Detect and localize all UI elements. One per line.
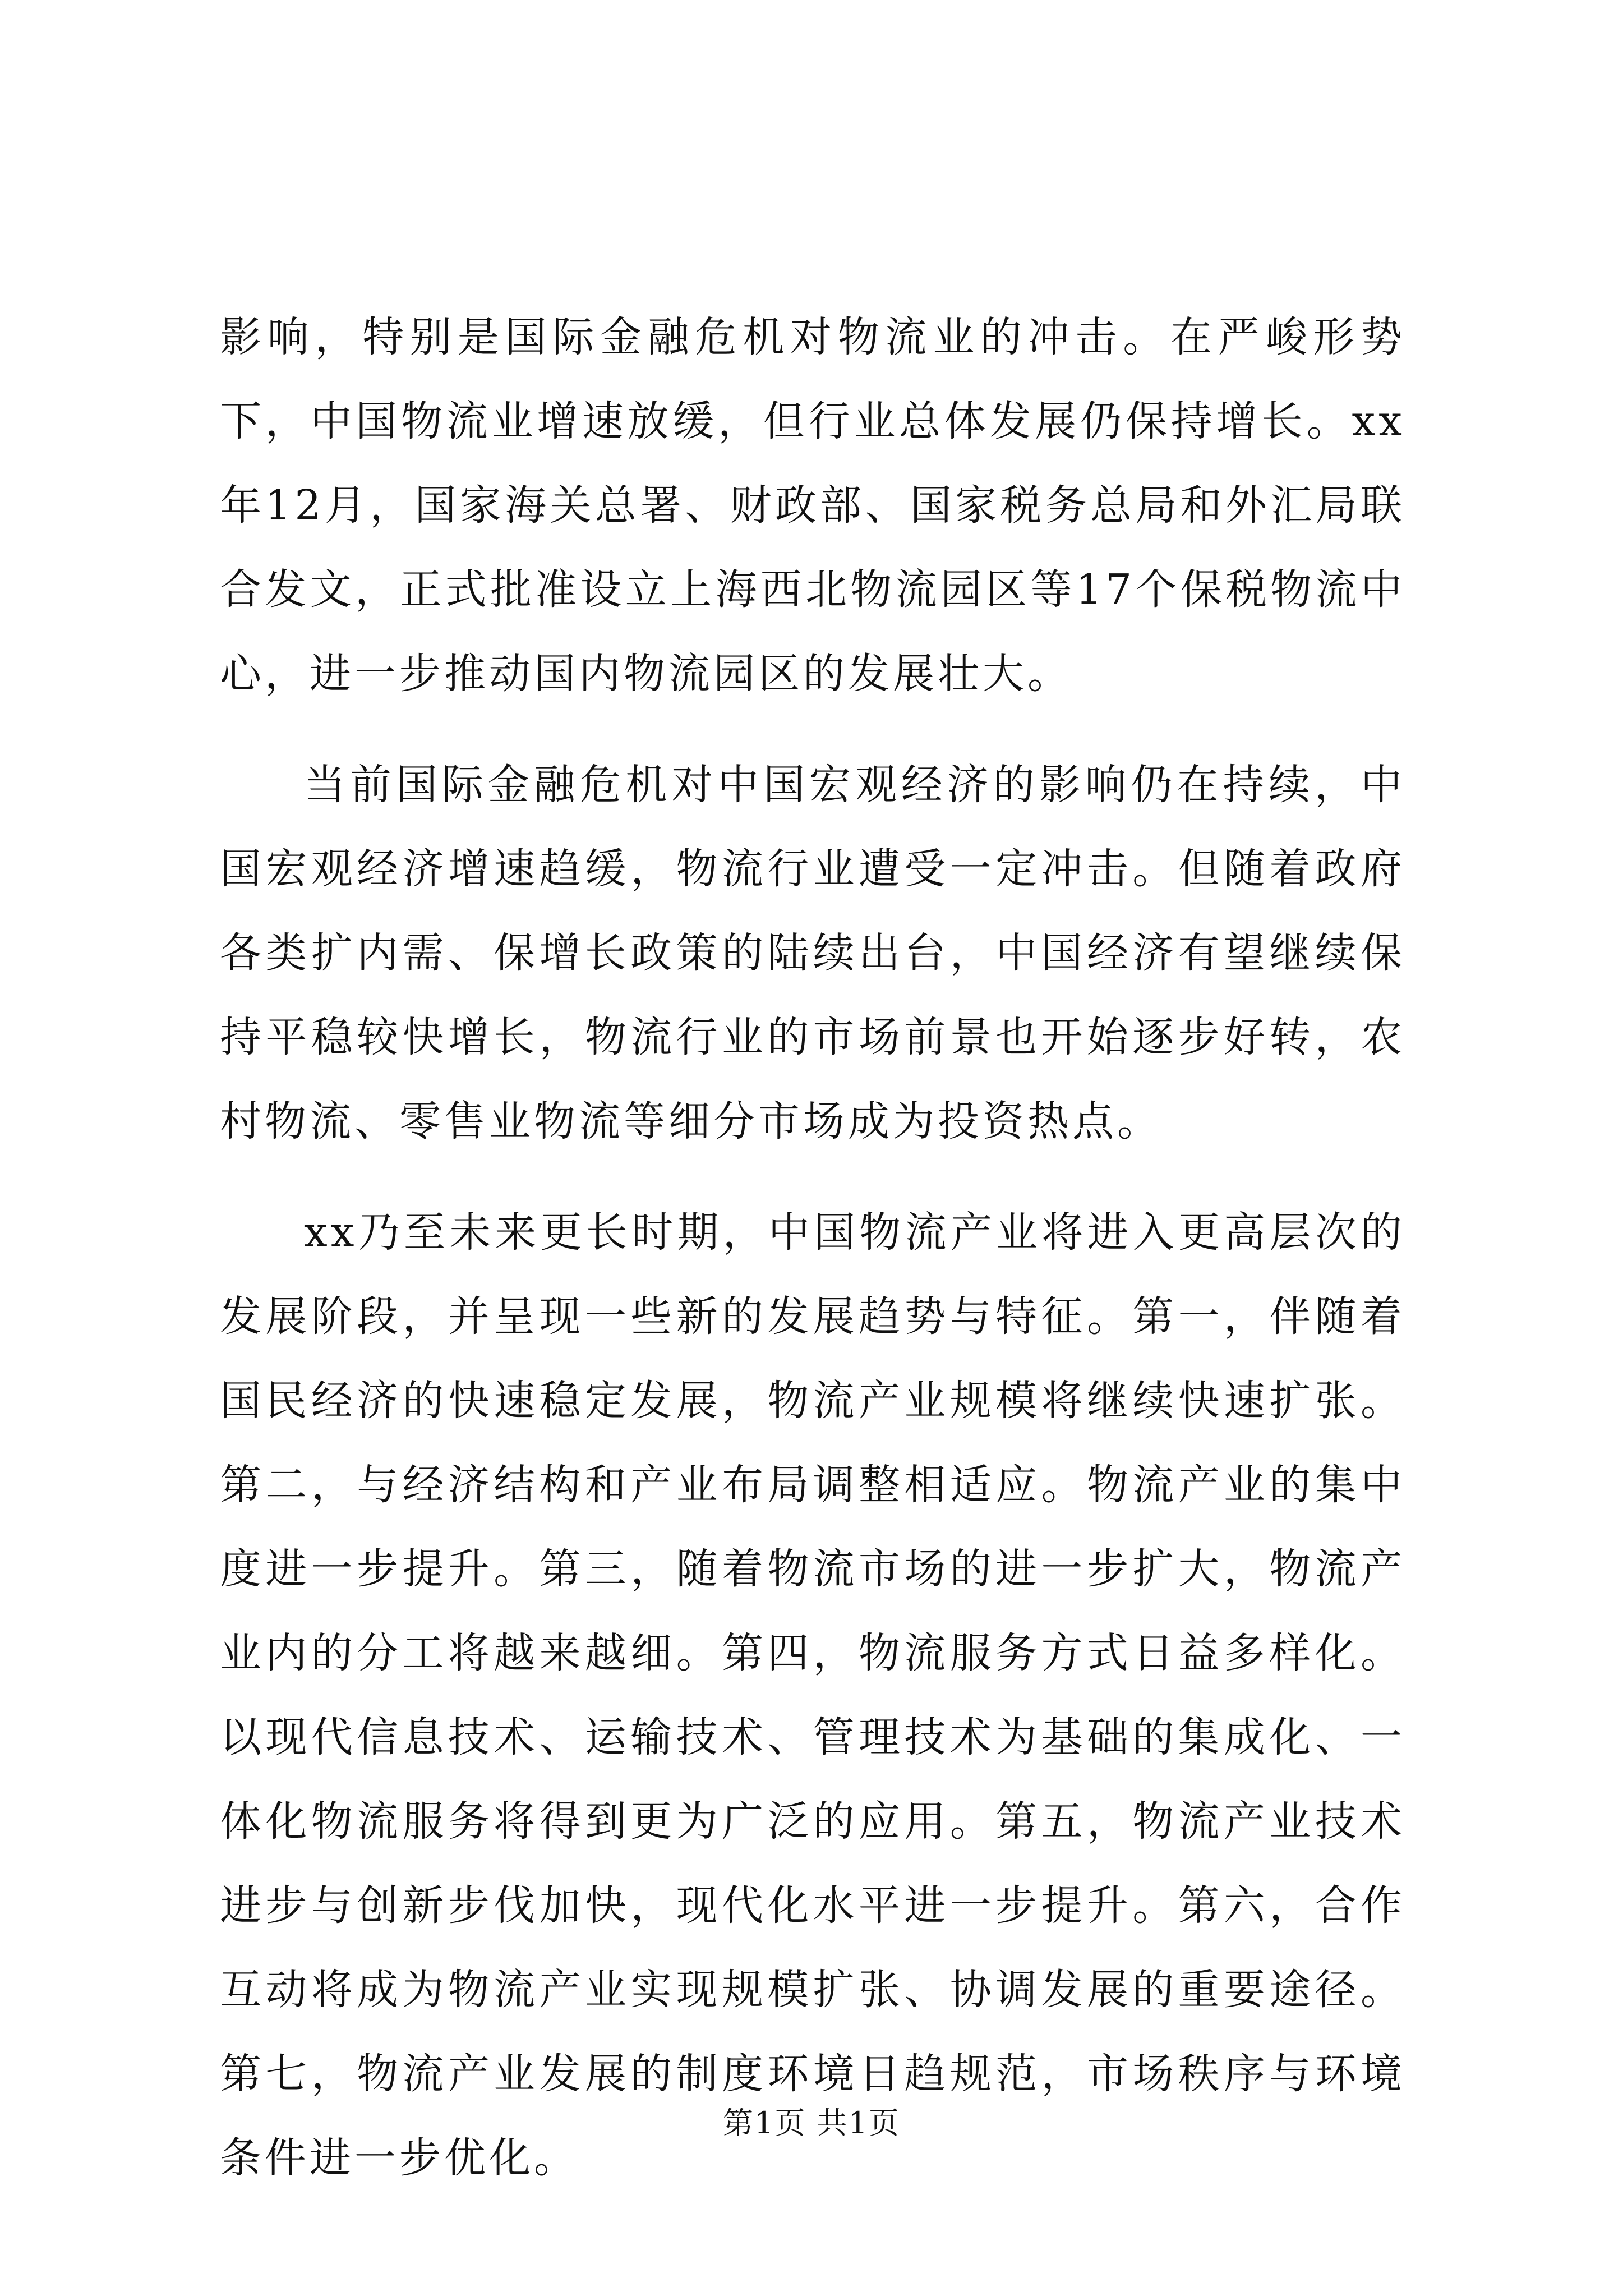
paragraph-3: xx乃至未来更长时期，中国物流产业将进入更高层次的发展阶段，并呈现一些新的发展趋势与特征。第一，伴随着国民经济的快速稳定发展，物流产业规模将继续快速扩张。第二，与经济结构和产业布局调整相适应。物流产业的集中度进一步提升。第三，随着物流市场的进一步扩大，物流产业内的分工将越来越细。第四，物流服务方式日益多样化。以现代信息技术、运输技术、管理技术为基础的集成化、一体化物流服务将得到更为广泛的应用。第五，物流产业技术进步与创新步伐加快，现代化水平进一步提升。第六，合作互动将成为物流产业实现规模扩张、协调发展的重要途径。第七，物流产业发展的制度环境日趋规范，市场秩序与环境条件进一步优化。 xyxy=(220,1208,1405,2182)
paragraph-2: 当前国际金融危机对中国宏观经济的影响仍在持续，中国宏观经济增速趋缓，物流行业遭受一定冲击。但随着政府各类扩内需、保增长政策的陆续出台，中国经济有望继续保持平稳较快增长，物流行业的市场前景也开始逐步好转，农村物流、零售业物流等细分市场成为投资热点。 xyxy=(220,761,1405,1145)
paragraph-1: 影响，特别是国际金融危机对物流业的冲击。在严峻形势下，中国物流业增速放缓，但行业总体发展仍保持增长。xx年12月，国家海关总署、财政部、国家税务总局和外汇局联合发文，正式批准设立上海西北物流园区等17个保税物流中心，进一步推动国内物流园区的发展壮大。 xyxy=(220,313,1405,698)
page-number-footer: 第1页 共1页 xyxy=(723,2105,900,2141)
document-body xyxy=(220,295,1405,2227)
